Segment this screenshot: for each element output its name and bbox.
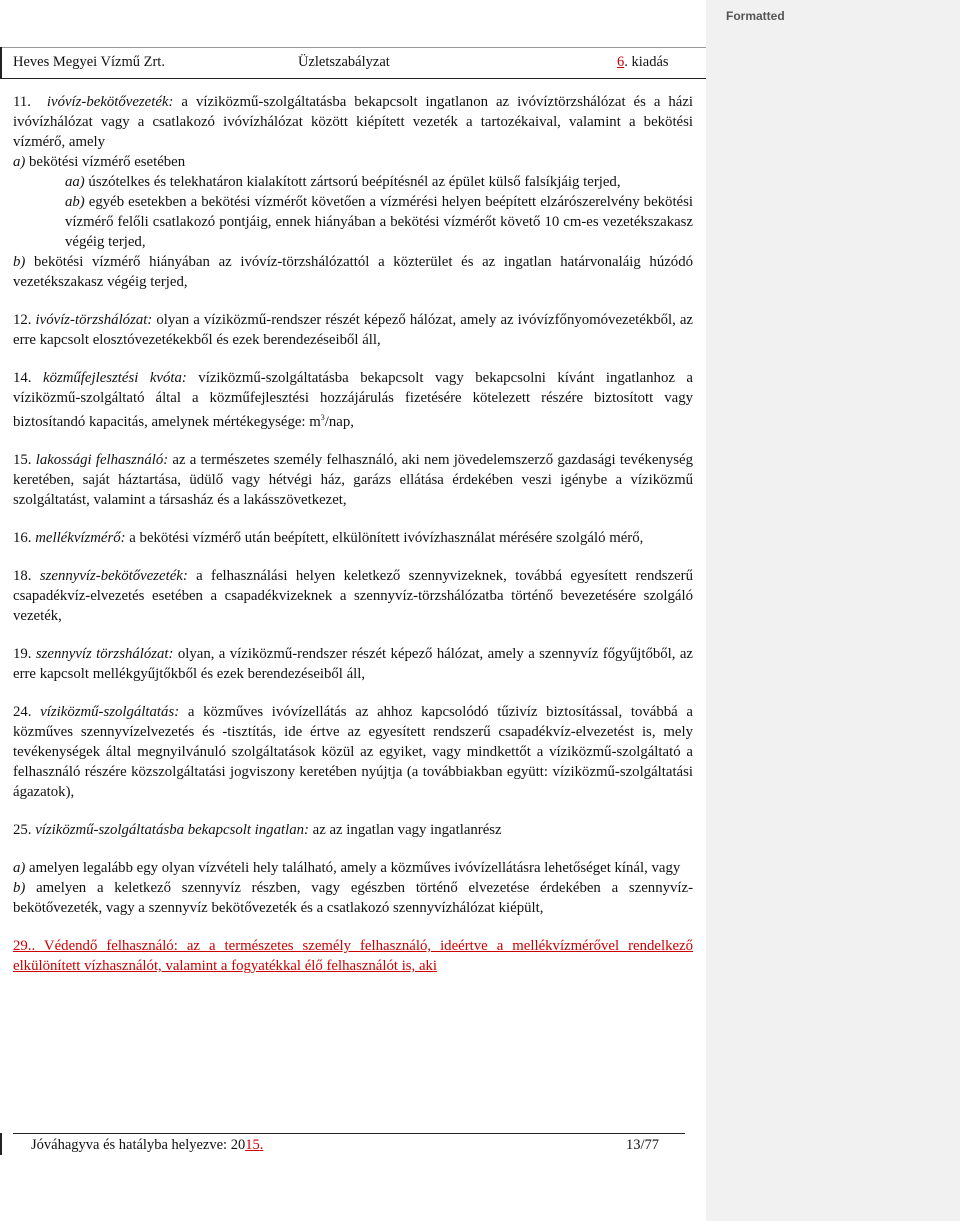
sub-text: amelyen legalább egy olyan vízvételi hely található, amely a közműves ivóvízellátásra lehetőséget kínál, vagy <box>25 859 681 876</box>
item-text: az a természetes személy felhasználó, aki nem jövedelemszerző gazdasági tevékenység keretében, saját háztartása, üdülő vagy hétvégi ház, garázs ellátása érdekében veszi igénybe a víziközmű szolgáltatást, valamint a társasház és a lakásszövetkezet, <box>13 451 693 508</box>
item-11 <box>13 92 693 152</box>
unit-superscript: 3 <box>320 413 325 422</box>
item-term: szennyvíz-bekötővezeték: <box>39 567 188 584</box>
item-text: víziközmű-szolgáltatásba bekapcsolt vagy bekapcsolni kívánt ingatlanhoz a víziközmű-szolgáltató által a közműfejlesztési hozzájárulás fizetésére kötelezett részére biztosított vagy biztosítandó kapacitás, amelynek mértékegysége: m <box>13 370 693 430</box>
item-number: 16. <box>13 529 32 546</box>
item-term: szennyvíz törzshálózat: <box>35 645 174 662</box>
footer-approval-suffix: . <box>259 1137 264 1153</box>
header-rule <box>0 78 706 79</box>
item-19 <box>13 644 693 684</box>
item-15 <box>13 450 693 510</box>
sub-text: egyéb esetekben a bekötési vízmérőt követően a vízmérési helyen beépített elzárószerelvény bekötési vízmérő felőli csatlakozó pontjáig, ennek hiányában a bekötési vízmérőt követő 10 cm-es vezetékszakasz végéig terjed, <box>65 194 693 250</box>
document-body <box>13 92 693 976</box>
item-24 <box>13 702 693 802</box>
footer-approval-prefix: Jóváhagyva és hatályba helyezve: 20 <box>31 1137 246 1153</box>
sub-label: ab) <box>65 194 85 210</box>
sub-label: b) <box>13 254 26 270</box>
item-16 <box>13 528 693 548</box>
revised-text: 29.. Védendő felhasználó: az a természetes személy felhasználó, ideértve a mellékvízmérővel rendelkező elkülönített vízhasználót, valamint a fogyatékkal élő felhasználót is, aki <box>13 937 693 974</box>
item-11-b <box>13 252 693 292</box>
item-text: a felhasználási helyen keletkező szennyvizeknek, továbbá egyesített rendszerű csapadékvíz-elvezetés esetében a csapadékvizeknek a szennyvíz-törzshálózatba történő bevezetésére szolgáló vezeték, <box>13 567 694 624</box>
item-term: ivóvíz-törzshálózat: <box>35 312 153 328</box>
item-25-b <box>13 878 693 918</box>
header-edition-num: 6 <box>617 54 625 70</box>
footer-page-number: 13/77 <box>626 1137 660 1153</box>
item-number: 15. <box>13 451 32 468</box>
item-number: 19. <box>13 645 32 662</box>
comments-pane <box>706 0 960 1221</box>
change-bar-footer <box>0 1133 2 1155</box>
item-term: ivóvíz-bekötővezeték: <box>46 94 174 110</box>
item-text: olyan, a víziközmű-rendszer részét képező hálózat, amely a szennyvíz főgyűjtőből, az erre kapcsolt mellékgyűjtőkből és ezek berendezéseiből áll, <box>13 645 693 682</box>
item-number: 14. <box>13 370 32 386</box>
item-text: olyan a víziközmű-rendszer részét képező hálózat, amely az ivóvízfőnyomóvezetékből, az erre kapcsolt elosztóvezetékekből és ezek berendezéseiből áll, <box>13 312 693 348</box>
item-14 <box>13 368 693 432</box>
item-term: víziközmű-szolgáltatás: <box>40 703 180 720</box>
item-term: közműfejlesztési kvóta: <box>43 370 187 386</box>
item-term: mellékvízmérő: <box>35 529 126 546</box>
item-number: 12. <box>13 312 32 328</box>
item-11-aa <box>13 172 693 192</box>
item-11-a <box>13 152 693 172</box>
item-11-ab <box>13 192 693 252</box>
formatted-label: Formatted <box>726 9 785 23</box>
item-text: a közműves ivóvízellátás az ahhoz kapcsolódó tűzivíz biztosítással, továbbá a közműves szennyvízelvezetés és -tisztítás, ide értve az egyesített rendszerű csapadékvíz-elvezetést is, mely tevékenységek által megnyilvánuló szolgáltatások közül az egyiket, vagy mindkettőt a víziközmű-szolgáltató a felhasználó részére közszolgáltatási jogviszony keretében nyújtja (a továbbiakban együtt: víziközmű-szolgáltatási ágazatok), <box>13 703 693 800</box>
item-number: 24. <box>13 703 32 720</box>
item-text-tail: /nap, <box>324 413 354 430</box>
sub-text: bekötési vízmérő esetében <box>25 154 186 170</box>
sub-label: b) <box>13 879 26 896</box>
item-term: víziközmű-szolgáltatásba bekapcsolt ingatlan: <box>35 821 309 838</box>
item-number: 11. <box>13 94 31 110</box>
footer-rule <box>13 1133 685 1134</box>
item-term: lakossági felhasználó: <box>35 451 169 468</box>
item-text: az az ingatlan vagy ingatlanrész <box>308 821 502 838</box>
header-edition-suffix: . kiadás <box>624 54 669 70</box>
header-top-rule <box>0 47 706 48</box>
header-doc-title: Üzletszabályzat <box>298 54 390 70</box>
item-18 <box>13 566 693 626</box>
header-company: Heves Megyei Vízmű Zrt. <box>13 54 165 70</box>
item-25-a <box>13 858 693 878</box>
sub-text: amelyen a keletkező szennyvíz részben, vagy egészben történő elvezetése érdekében a szennyvíz-bekötővezeték, vagy a szennyvíz bekötővezeték és a csatlakozó szennyvízhálózat kiépült, <box>13 879 693 916</box>
header-edition <box>617 54 669 71</box>
footer-approval <box>31 1137 263 1154</box>
sub-label: a) <box>13 859 26 876</box>
footer-approval-year: 15 <box>245 1137 260 1153</box>
sub-text: úszótelkes és telekhatáron kialakított zártsorú beépítésnél az épület külső falsíkjáig terjed, <box>84 174 621 190</box>
item-25 <box>13 820 693 840</box>
sub-label: aa) <box>65 174 85 190</box>
change-bar-header <box>0 47 2 79</box>
sub-label: a) <box>13 154 26 170</box>
item-12 <box>13 310 693 350</box>
item-text: a víziközmű-szolgáltatásba bekapcsolt ingatlanon az ivóvíztörzshálózat és a házi ivóvízhálózat vagy a csatlakozó ivóvízhálózat között kiépített vezeték a tartozékaival, valamint a bekötési vízmérő, amely <box>13 94 694 150</box>
item-number: 25. <box>13 821 32 838</box>
item-text: a bekötési vízmérő után beépített, elkülönített ivóvízhasználat mérésére szolgáló mérő, <box>125 529 644 546</box>
sub-text: bekötési vízmérő hiányában az ivóvíz-törzshálózattól a közterület és az ingatlan határvonaláig húzódó vezetékszakasz végéig terjed, <box>13 254 693 290</box>
item-29 <box>13 936 693 976</box>
item-number: 18. <box>13 567 32 584</box>
